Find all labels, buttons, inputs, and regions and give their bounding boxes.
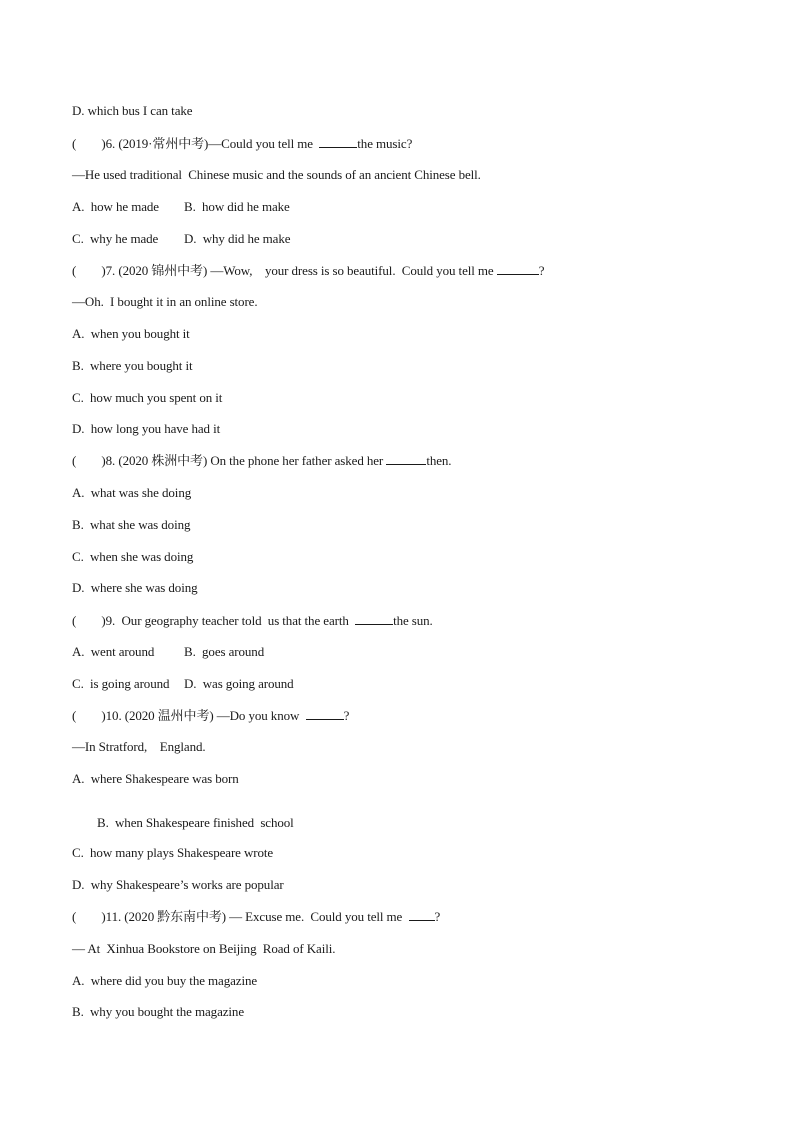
option-text: B. what she was doing: [72, 517, 191, 532]
question-text: ( )7. (2020 锦州中考) —Wow, your dress is so beautiful. Could you tell me: [72, 263, 497, 278]
question-text: ( )11. (2020 黔东南中考) — Excuse me. Could you tell me: [72, 909, 409, 924]
option-text: A. where did you buy the magazine: [72, 973, 258, 988]
answer-blank: [355, 613, 393, 625]
q7-option-d: [72, 421, 220, 437]
option-text: A. what was she doing: [72, 485, 192, 500]
q7-context: [72, 294, 258, 310]
dialogue-text: —In Stratford, England.: [72, 739, 206, 754]
option-b: B. how did he make: [184, 199, 290, 214]
q8-option-d: [72, 580, 198, 596]
q10-option-b: [97, 815, 294, 831]
option-text: C. when she was doing: [72, 549, 194, 564]
option-text: D. where she was doing: [72, 580, 198, 595]
option-text: C. how many plays Shakespeare wrote: [72, 845, 274, 860]
question-text: ( )10. (2020 温州中考) —Do you know: [72, 708, 306, 723]
answer-blank: [319, 136, 357, 148]
question-9-stem: [72, 613, 433, 629]
question-11-stem: [72, 909, 440, 925]
q10-option-d: [72, 877, 284, 893]
question-text-end: ?: [343, 708, 350, 723]
q10-option-c: [72, 845, 273, 861]
option-a: A. how he made: [72, 199, 159, 214]
q8-option-c: [72, 549, 193, 565]
option-text: D. why Shakespeare’s works are popular: [72, 877, 284, 892]
option-text: C. how much you spent on it: [72, 390, 223, 405]
option-text: B. when Shakespeare finished school: [97, 815, 294, 830]
answer-blank: [497, 263, 539, 275]
option-a: A. went around: [72, 644, 155, 659]
q7-option-a: [72, 326, 190, 342]
answer-blank: [409, 909, 435, 921]
option-b: B. goes around: [184, 644, 265, 659]
question-text: ( )6. (2019·常州中考)—Could you tell me: [72, 136, 320, 151]
question-text-end: the sun.: [393, 613, 433, 628]
question-text-end: ?: [434, 909, 441, 924]
question-text-end: then.: [426, 453, 452, 468]
q10-option-a: [72, 771, 239, 787]
question-text-end: the music?: [357, 136, 413, 151]
q11-context: [72, 941, 335, 957]
question-8-stem: [72, 453, 451, 469]
q11-option-b: [72, 1004, 244, 1020]
q10-context: [72, 739, 206, 755]
q6-options-cd: [72, 231, 290, 247]
answer-blank: [306, 708, 344, 720]
q7-option-b: [72, 358, 192, 374]
dialogue-text: — At Xinhua Bookstore on Beijing Road of Kaili.: [72, 941, 336, 956]
q9-options-cd: [72, 676, 294, 692]
q6-options-ab: [72, 199, 290, 215]
option-text: B. where you bought it: [72, 358, 193, 373]
option-text: B. why you bought the magazine: [72, 1004, 245, 1019]
option-d: D. was going around: [184, 676, 294, 691]
option-text: D. which bus I can take: [72, 103, 193, 118]
q5-option-d: [72, 103, 192, 119]
question-text-end: ?: [538, 263, 545, 278]
q7-option-c: [72, 390, 222, 406]
question-text: ( )8. (2020 株洲中考) On the phone her father asked her: [72, 453, 387, 468]
option-text: D. how long you have had it: [72, 421, 221, 436]
option-text: A. when you bought it: [72, 326, 190, 341]
option-text: A. where Shakespeare was born: [72, 771, 239, 786]
q8-option-b: [72, 517, 190, 533]
option-c: C. why he made: [72, 231, 159, 246]
question-10-stem: [72, 708, 349, 724]
q9-options-ab: [72, 644, 264, 660]
option-c: C. is going around: [72, 676, 170, 691]
option-d: D. why did he make: [184, 231, 291, 246]
q6-context: [72, 167, 481, 183]
q8-option-a: [72, 485, 191, 501]
dialogue-text: —He used traditional Chinese music and the sounds of an ancient Chinese bell.: [72, 167, 481, 182]
dialogue-text: —Oh. I bought it in an online store.: [72, 294, 258, 309]
question-7-stem: [72, 263, 544, 279]
q11-option-a: [72, 973, 257, 989]
answer-blank: [386, 453, 426, 465]
question-text: ( )9. Our geography teacher told us that the earth: [72, 613, 356, 628]
question-6-stem: [72, 136, 412, 152]
